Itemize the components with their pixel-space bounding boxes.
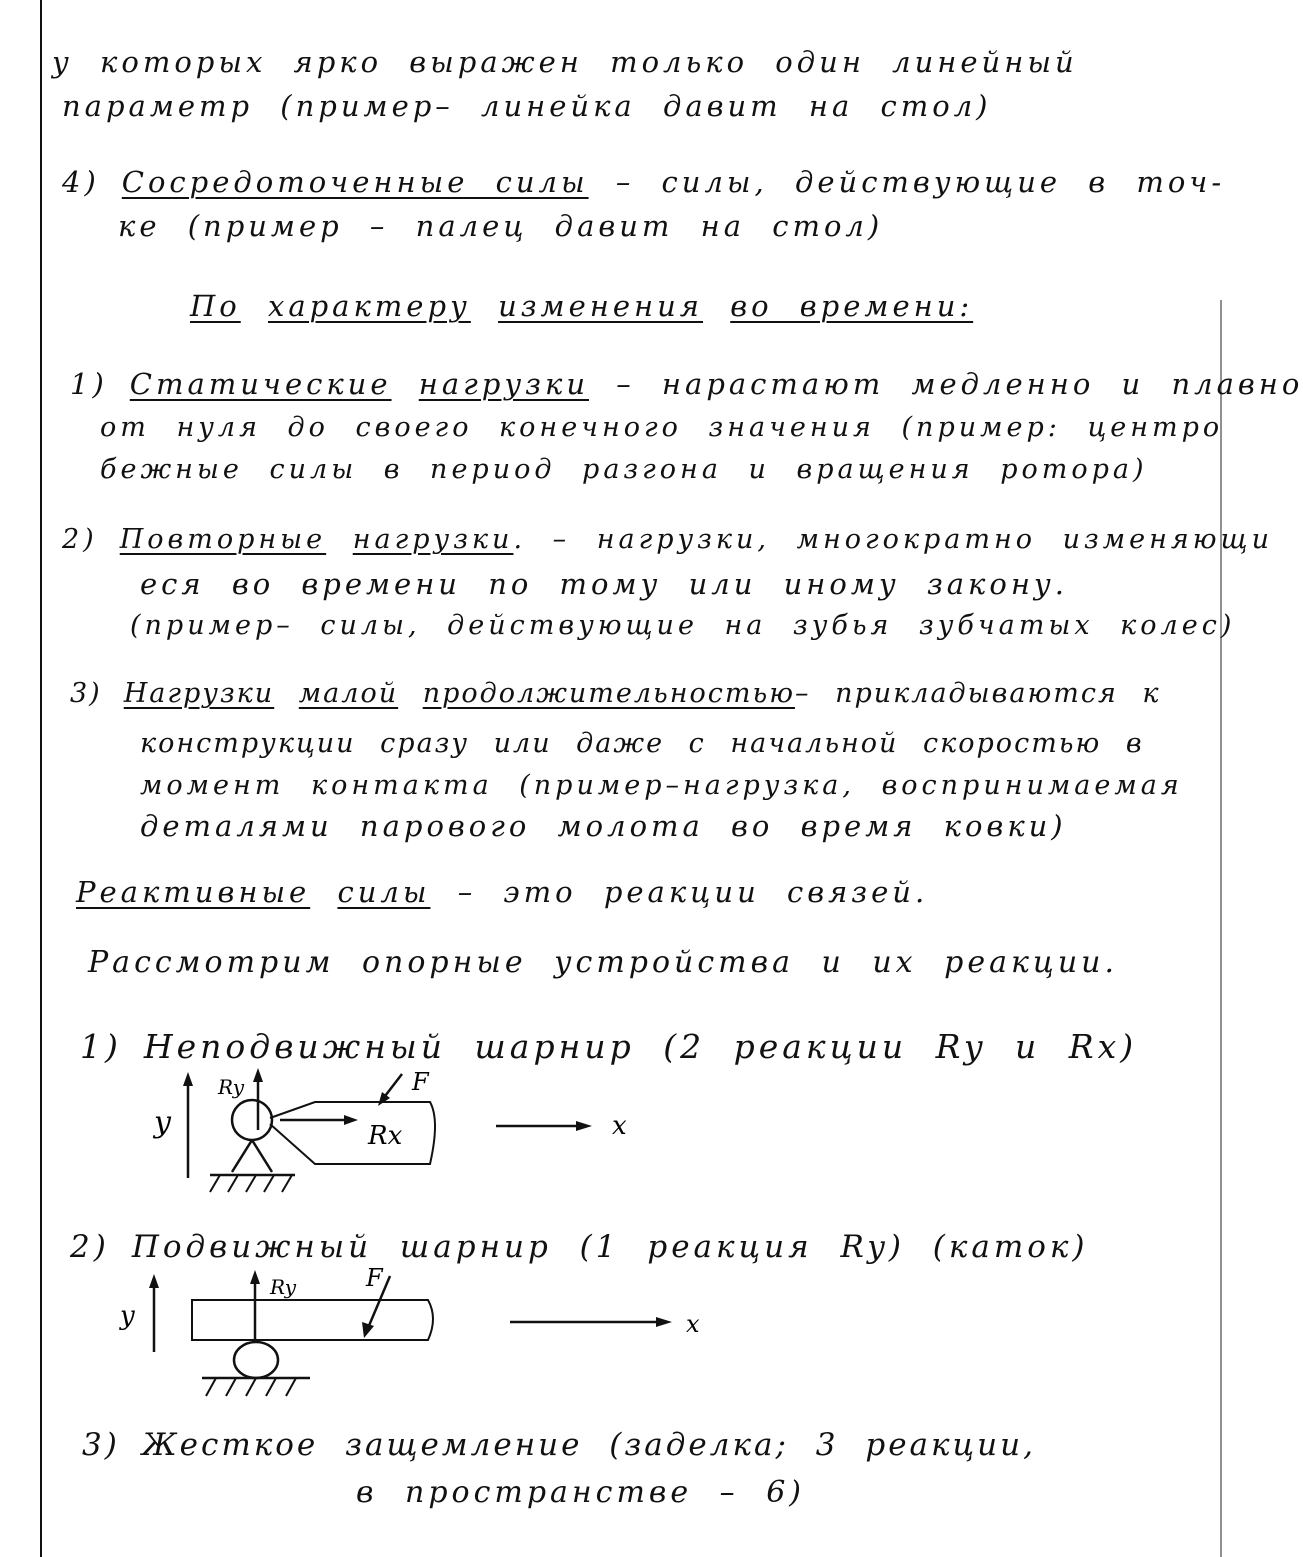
definition-text: – силы, действующие в точ- (615, 165, 1226, 199)
y-axis-arrowhead (183, 1072, 193, 1086)
reactive-forces-definition (76, 875, 929, 909)
movable-hinge-diagram (110, 1262, 730, 1402)
term-underlined: малой (298, 678, 399, 709)
item-number: 1) (80, 1027, 122, 1066)
y-axis-label: y (120, 1301, 135, 1331)
text-line: (пример– силы, действующие на зубья зубчатых колес) (130, 610, 1236, 641)
y-axis-arrowhead (149, 1274, 159, 1288)
ground-hatching (206, 1378, 296, 1396)
support-caption: Неподвижный шарнир (2 реакции Ry и Rx) (143, 1027, 1138, 1066)
term-underlined: нагрузки (352, 524, 514, 555)
beam-outline (270, 1102, 435, 1164)
list-item-short-loads (70, 680, 1161, 707)
text-line: Рассмотрим опорные устройства и их реакции. (88, 945, 1118, 980)
text-line: у которых ярко выражен только один линейный (52, 45, 1078, 79)
support-caption: Жесткое защемление (заделка; 3 реакции, (141, 1427, 1036, 1463)
heading-word: По (190, 289, 241, 323)
f-label: F (366, 1264, 383, 1292)
item-number: 3) (82, 1427, 120, 1463)
term-underlined: Нагрузки (123, 678, 275, 709)
heading-word: во времени: (730, 289, 974, 323)
list-item-concentrated-forces (62, 165, 1226, 199)
list-item-static-loads (70, 367, 1303, 401)
f-label: F (412, 1068, 429, 1096)
heading-word: характеру (267, 289, 471, 323)
x-axis-label: x (686, 1310, 700, 1338)
beam-outline (192, 1300, 433, 1340)
text-line: деталями парового молота во время ковки) (140, 809, 1067, 843)
rx-arrowhead (344, 1115, 358, 1125)
fixed-hinge-diagram (150, 1060, 650, 1200)
support-caption: Подвижный шарнир (1 реакция Ry) (каток) (131, 1229, 1089, 1265)
ry-label: Ry (218, 1075, 245, 1099)
ground-hatching (210, 1175, 292, 1192)
y-axis-label: y (154, 1105, 171, 1140)
item-number: 1) (70, 367, 108, 401)
item-number: 4) (62, 165, 100, 199)
text-line: в пространстве – 6) (356, 1475, 806, 1510)
x-axis-arrowhead (656, 1317, 672, 1327)
ry-arrowhead (253, 1068, 263, 1082)
x-axis-label: x (612, 1111, 627, 1141)
item-number: 3) (70, 678, 102, 709)
section-heading (190, 289, 974, 323)
definition-text: – нарастают медленно и плавно (616, 367, 1303, 401)
definition-text: – прикладываются к (795, 678, 1161, 709)
text-line: параметр (пример– линейка давит на стол) (62, 89, 992, 123)
term-underlined: силы (337, 875, 431, 909)
term-underlined: нагрузки (418, 367, 589, 401)
support-item-fixed-hinge (80, 1027, 1138, 1066)
text-line: бежные силы в период разгона и вращения ротора) (100, 454, 1148, 485)
term-underlined: Сосредоточенные силы (121, 165, 589, 199)
ry-label: Ry (270, 1275, 297, 1299)
term-underlined: Реактивные (76, 875, 311, 909)
ry-arrowhead (250, 1270, 260, 1284)
text-line: конструкции сразу или даже с начальной скоростью в (140, 728, 1144, 759)
text-line: от нуля до своего конечного значения (пример: центро (100, 412, 1224, 443)
text-line: момент контакта (пример–нагрузка, воспринимаемая (140, 770, 1183, 801)
item-number: 2) (62, 524, 98, 555)
roller (234, 1342, 278, 1378)
text-line: ке (пример – палец давит на стол) (118, 209, 884, 243)
term-underlined: Статические (129, 367, 392, 401)
text-line: еся во времени по тому или иному закону. (140, 567, 1068, 601)
definition-text: . – нагрузки, многократно изменяющи (513, 524, 1273, 555)
support-item-rigid-clamp (82, 1427, 1036, 1463)
f-arrowhead (378, 1092, 390, 1106)
support-leg-left (232, 1140, 252, 1172)
page-edge-line (1220, 300, 1222, 1557)
term-underlined: Повторные (119, 524, 327, 555)
definition-text: – это реакции связей. (457, 875, 929, 909)
hinge-circle (232, 1100, 272, 1140)
term-underlined: продолжительностью (422, 678, 795, 709)
f-arrowhead (362, 1322, 374, 1338)
margin-line (40, 0, 42, 1557)
support-leg-right (252, 1140, 272, 1172)
rx-label: Rx (368, 1121, 403, 1151)
support-item-movable-hinge (70, 1229, 1089, 1265)
item-number: 2) (70, 1229, 110, 1265)
heading-word: изменения (498, 289, 704, 323)
list-item-repeated-loads (62, 526, 1273, 553)
x-axis-arrowhead (576, 1121, 592, 1131)
